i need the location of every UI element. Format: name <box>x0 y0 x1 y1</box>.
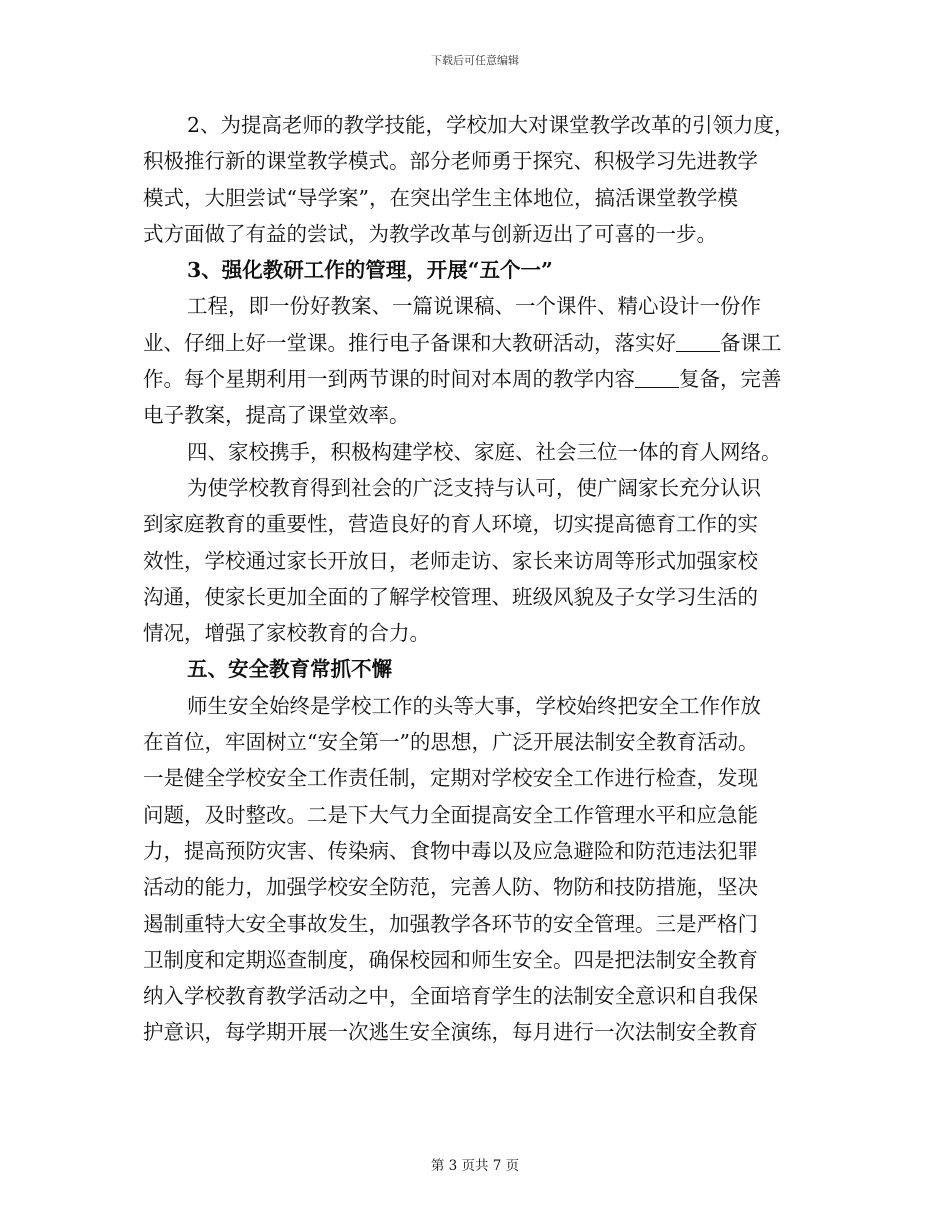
paragraph-line: 积极推行新的课堂教学模式。部分老师勇于探究、积极学习先进教学 <box>143 149 758 174</box>
paragraph-line: 工程，即一份好教案、一篇说课稿、一个课件、精心设计一份作 <box>187 294 761 319</box>
paragraph-line: 模式，大胆尝试“导学案”，在突出学生主体地位，搞活课堂教学模 <box>143 185 738 210</box>
paragraph-line: 情况，增强了家校教育的合力。 <box>143 621 430 646</box>
paragraph-line: 师生安全始终是学校工作的头等大事，学校始终把安全工作作放 <box>187 693 761 718</box>
paragraph-line: 问题，及时整改。二是下大气力全面提高安全工作管理水平和应急能 <box>143 802 758 827</box>
section-heading: 四、家校携手，积极构建学校、家庭、社会三位一体的育人网络。 <box>187 439 782 464</box>
paragraph-line: 2、为提高老师的教学技能，学校加大对课堂教学改革的引领力度， <box>187 113 795 137</box>
section-heading: 3、强化教研工作的管理，开展“五个一” <box>187 258 553 283</box>
paragraph-line <box>143 325 815 361</box>
line-text: 复备，完善 <box>679 367 782 392</box>
paragraph-line: 卫制度和定期巡查制度，确保校园和师生安全。四是把法制安全教育 <box>143 947 758 972</box>
line-text: 作。每个星期利用一到两节课的时间对本周的教学内容 <box>143 367 635 392</box>
paragraph-line: 在首位，牢固树立“安全第一”的思想，广泛开展法制安全教育活动。 <box>143 730 759 755</box>
line-text: 备课工 <box>720 330 782 355</box>
fill-blank <box>676 331 720 352</box>
line-text: 业、仔细上好一堂课。推行电子备课和大教研活动，落实好 <box>143 330 676 355</box>
section-heading: 五、安全教育常抓不懈 <box>187 657 392 682</box>
paragraph-line <box>143 361 815 397</box>
page-header: 下载后可任意编辑 <box>431 54 519 67</box>
document-body <box>143 107 815 1051</box>
paragraph-line: 到家庭教育的重要性，营造良好的育人环境，切实提高德育工作的实 <box>143 512 758 537</box>
paragraph-line: 纳入学校教育教学活动之中，全面培育学生的法制安全意识和自我保 <box>143 984 758 1009</box>
page-footer: 第 3 页共 7 页 <box>430 1158 520 1174</box>
paragraph-line: 沟通，使家长更加全面的了解学校管理、班级风貌及子女学习生活的 <box>143 584 758 609</box>
paragraph-line: 效性，学校通过家长开放日，老师走访、家长来访周等形式加强家校 <box>143 548 758 573</box>
paragraph-line: 电子教案，提高了课堂效率。 <box>143 403 410 428</box>
fill-blank <box>635 367 679 388</box>
paragraph-line: 力，提高预防灾害、传染病、食物中毒以及应急避险和防范违法犯罪 <box>143 838 758 863</box>
paragraph-line: 为使学校教育得到社会的广泛支持与认可，使广阔家长充分认识 <box>187 475 761 500</box>
paragraph-line: 遏制重特大安全事故发生，加强教学各环节的安全管理。三是严格门 <box>143 911 758 936</box>
paragraph-line: 护意识，每学期开展一次逃生安全演练，每月进行一次法制安全教育 <box>143 1020 758 1045</box>
paragraph-line: 活动的能力，加强学校安全防范，完善人防、物防和技防措施，坚决 <box>143 875 758 900</box>
paragraph-line: 一是健全学校安全工作责任制，定期对学校安全工作进行检查，发现 <box>143 766 758 791</box>
paragraph-line: 式方面做了有益的尝试，为教学改革与创新迈出了可喜的一步。 <box>143 221 717 246</box>
